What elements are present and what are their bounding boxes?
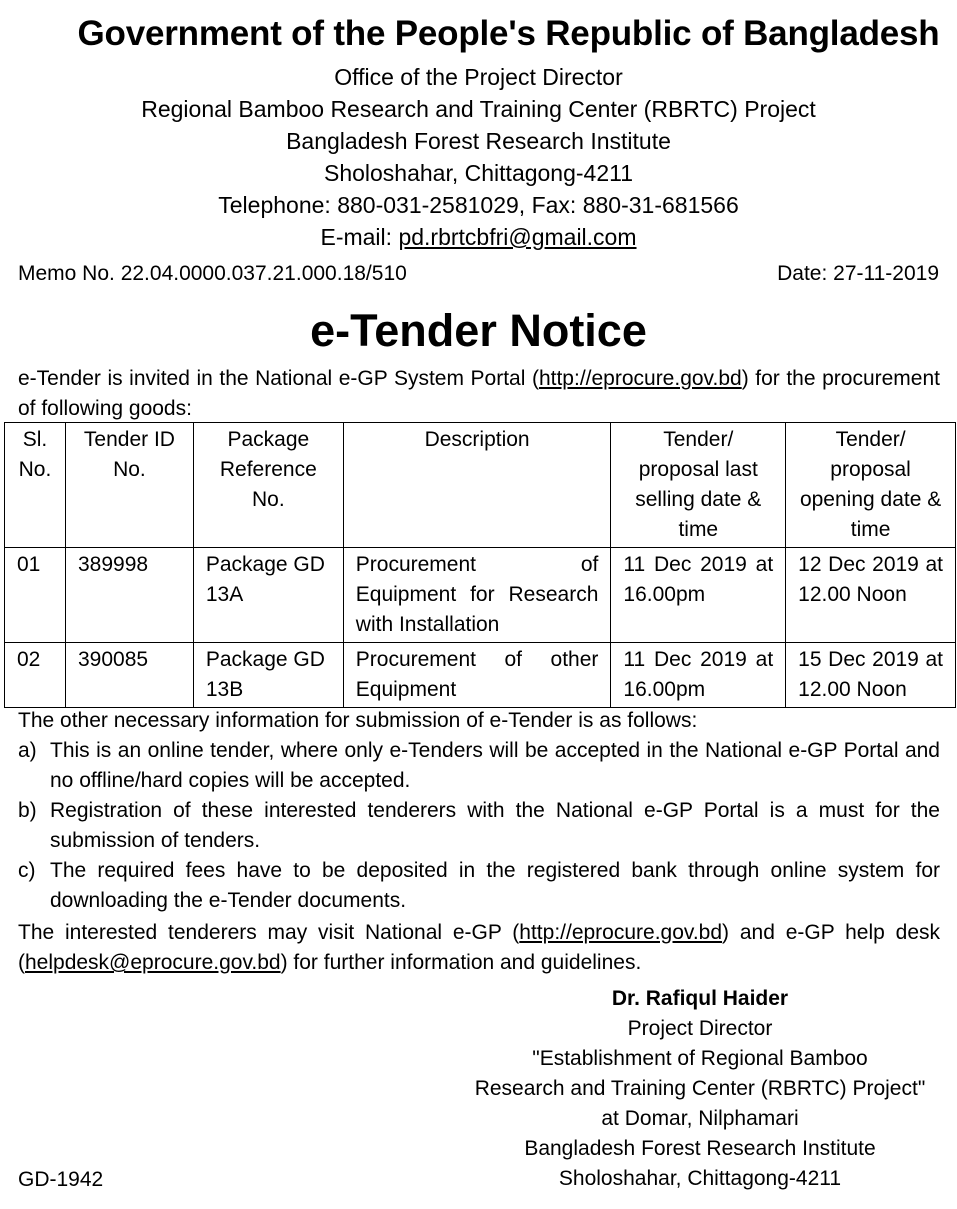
condition-text: The required fees have to be deposited in the registered bank through online system for downloading the e-Tender documents. bbox=[50, 859, 940, 912]
signatory-address: Sholoshahar, Chittagong-4211 bbox=[558, 1167, 842, 1190]
project-line: Regional Bamboo Research and Training Center (RBRTC) Project bbox=[141, 96, 816, 122]
memo-date: Date: 27-11-2019 bbox=[777, 262, 939, 285]
condition-c bbox=[18, 856, 940, 916]
intro-text-2: ) for the procurement of following goods: bbox=[18, 367, 940, 420]
header-description: Description bbox=[343, 423, 611, 548]
address-line: Sholoshahar, Chittagong-4211 bbox=[323, 160, 634, 186]
email-label: E-mail: bbox=[320, 224, 399, 250]
eprocure-link[interactable]: http://eprocure.gov.bd bbox=[538, 367, 742, 390]
cell-description: Procurement of Equipment for Research with Installation bbox=[343, 548, 611, 643]
condition-mark: b) bbox=[18, 799, 37, 822]
condition-text: This is an online tender, where only e-Tenders will be accepted in the National e-GP Portal and no offline/hard copies will be accepted. bbox=[50, 739, 940, 792]
condition-text: Registration of these interested tenderers with the National e-GP Portal is a must for the submission of tenders. bbox=[50, 799, 940, 852]
header-selling: Tender/ proposal last selling date & time bbox=[611, 423, 786, 548]
cell-package: Package GD 13B bbox=[193, 643, 343, 708]
email-line bbox=[0, 222, 957, 252]
cell-description: Procurement of other Equipment bbox=[343, 643, 611, 708]
condition-b bbox=[18, 796, 940, 856]
cell-tender-id: 389998 bbox=[65, 548, 193, 643]
closing-text-3: ) for further information and guidelines. bbox=[280, 951, 642, 974]
government-title: Government of the People's Republic of Bangladesh bbox=[77, 14, 940, 53]
cell-package: Package GD 13A bbox=[193, 548, 343, 643]
signatory-location: at Domar, Nilphamari bbox=[601, 1107, 799, 1130]
institute-line: Bangladesh Forest Research Institute bbox=[286, 128, 671, 154]
condition-mark: a) bbox=[18, 739, 37, 762]
table-row bbox=[5, 643, 956, 708]
office-line: Office of the Project Director bbox=[334, 64, 623, 90]
cell-tender-id: 390085 bbox=[65, 643, 193, 708]
table-row bbox=[5, 548, 956, 643]
info-heading: The other necessary information for submission of e-Tender is as follows: bbox=[18, 709, 698, 732]
intro-text-1: e-Tender is invited in the National e-GP System Portal ( bbox=[18, 367, 539, 390]
email-link[interactable]: pd.rbrtcbfri@gmail.com bbox=[398, 224, 637, 250]
signatory-project-line1: "Establishment of Regional Bamboo bbox=[532, 1047, 868, 1070]
cell-opening: 12 Dec 2019 at 12.00 Noon bbox=[786, 548, 956, 643]
cell-selling: 11 Dec 2019 at 16.00pm bbox=[611, 548, 786, 643]
gd-number: GD-1942 bbox=[18, 1168, 104, 1191]
header-package: Package Reference No. bbox=[193, 423, 343, 548]
closing-text-1: The interested tenderers may visit National e-GP ( bbox=[18, 921, 520, 944]
table-header-row bbox=[5, 423, 956, 548]
header-opening: Tender/ proposal opening date & time bbox=[786, 423, 956, 548]
eprocure-link[interactable]: http://eprocure.gov.bd bbox=[519, 921, 723, 944]
closing-paragraph bbox=[18, 918, 940, 978]
cell-opening: 15 Dec 2019 at 12.00 Noon bbox=[786, 643, 956, 708]
cell-sl: 01 bbox=[5, 548, 66, 643]
condition-mark: c) bbox=[18, 859, 36, 882]
cell-sl: 02 bbox=[5, 643, 66, 708]
signatory-designation: Project Director bbox=[627, 1017, 773, 1040]
notice-title: e-Tender Notice bbox=[310, 305, 647, 356]
helpdesk-email-link[interactable]: helpdesk@eprocure.gov.bd bbox=[25, 951, 281, 974]
condition-a bbox=[18, 736, 940, 796]
intro-paragraph bbox=[18, 364, 940, 424]
memo-row bbox=[18, 262, 939, 286]
header-sl: Sl. No. bbox=[5, 423, 66, 548]
cell-selling: 11 Dec 2019 at 16.00pm bbox=[611, 643, 786, 708]
closing-text-2: ) and e-GP help desk ( bbox=[18, 921, 940, 974]
signatory-institute: Bangladesh Forest Research Institute bbox=[524, 1137, 876, 1160]
header-tender-id: Tender ID No. bbox=[65, 423, 193, 548]
tender-table bbox=[4, 422, 956, 708]
signature-block bbox=[460, 984, 940, 1194]
signatory-project-line2: Research and Training Center (RBRTC) Project" bbox=[474, 1077, 926, 1100]
memo-number: Memo No. 22.04.0000.037.21.000.18/510 bbox=[18, 262, 407, 285]
telephone-line: Telephone: 880-031-2581029, Fax: 880-31-681566 bbox=[218, 192, 739, 218]
signatory-name: Dr. Rafiqul Haider bbox=[611, 987, 789, 1010]
